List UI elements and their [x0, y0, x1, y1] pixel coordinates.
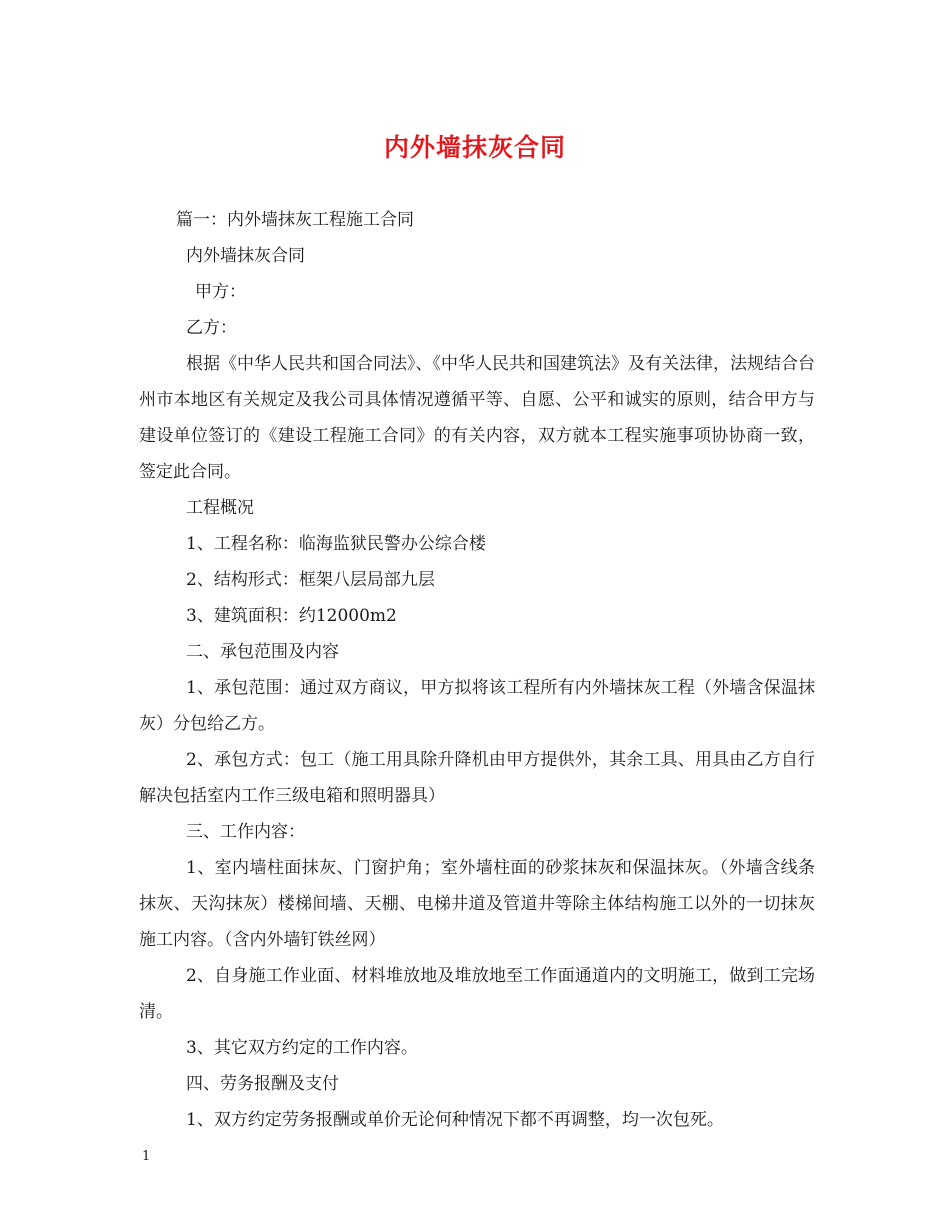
- clause-item: 1、承包范围：通过双方商议，甲方拟将该工程所有内外墙抹灰工程（外墙含保温抹灰）分包给乙方。: [139, 678, 815, 734]
- document-body: [139, 202, 815, 1138]
- clause-item: 1、工程名称：临海监狱民警办公综合楼: [186, 534, 486, 554]
- clause-item: 2、结构形式：框架八层局部九层: [186, 570, 435, 590]
- party-b-line: 乙方：: [186, 318, 237, 338]
- section-heading: 三、工作内容：: [186, 822, 305, 842]
- clause-item: 3、建筑面积：约12000m2: [186, 606, 397, 626]
- party-a-line: 甲方：: [195, 282, 246, 302]
- clause-item: 3、其它双方约定的工作内容。: [186, 1038, 418, 1058]
- section-heading: 四、劳务报酬及支付: [186, 1074, 339, 1094]
- preamble-paragraph: 根据《中华人民共和国合同法》、《中华人民共和国建筑法》及有关法律，法规结合台州市本地区有关规定及我公司具体情况遵循平等、自愿、公平和诚实的原则，结合甲方与建设单位签订的《建设工程施工合同》的有关内容，双方就本工程实施事项协协商一致，签定此合同。: [139, 354, 815, 482]
- clause-item: 2、承包方式：包工（施工用具除升降机由甲方提供外，其余工具、用具由乙方自行解决包括室内工作三级电箱和照明器具）: [139, 750, 815, 806]
- clause-item: 2、自身施工作业面、材料堆放地及堆放地至工作面通道内的文明施工，做到工完场清。: [139, 966, 815, 1022]
- clause-item: 1、室内墙柱面抹灰、门窗护角；室外墙柱面的砂浆抹灰和保温抹灰。（外墙含线条抹灰、天沟抹灰）楼梯间墙、天棚、电梯井道及管道井等除主体结构施工以外的一切抹灰施工内容。（含内外墙钉铁丝网）: [139, 858, 815, 950]
- page-number: 1: [142, 1149, 151, 1164]
- section-heading: 工程概况: [186, 498, 254, 518]
- clause-item: 1、双方约定劳务报酬或单价无论何种情况下都不再调整，均一次包死。: [186, 1110, 724, 1130]
- section-heading: 篇一：内外墙抹灰工程施工合同: [176, 210, 414, 230]
- document-title: 内外墙抹灰合同: [383, 133, 566, 162]
- section-heading: 二、承包范围及内容: [186, 642, 339, 662]
- contract-subtitle: 内外墙抹灰合同: [186, 246, 305, 266]
